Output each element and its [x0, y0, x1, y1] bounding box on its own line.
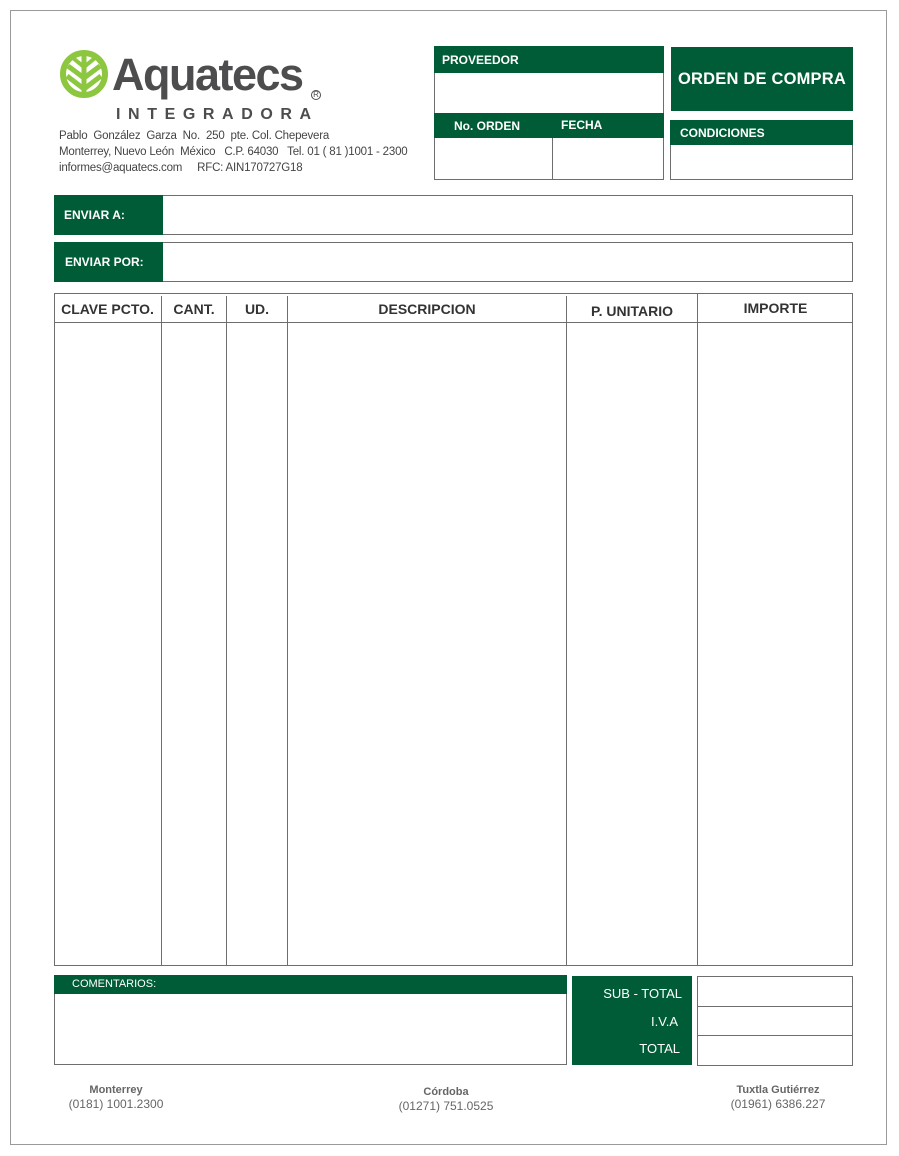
proveedor-header	[434, 46, 664, 73]
subtotal-field[interactable]	[697, 976, 853, 1007]
registered-mark-icon: R	[311, 90, 321, 100]
column-header-ud: UD.	[244, 301, 270, 317]
column-header-importe: IMPORTE	[743, 300, 808, 316]
condiciones-field[interactable]	[672, 146, 851, 179]
company-address-line3: informes@aquatecs.com RFC: AIN170727G18	[59, 162, 303, 174]
company-address-line1: Pablo González Garza No. 250 pte. Col. Chepevera	[59, 130, 330, 142]
comentarios-header	[54, 975, 567, 994]
footer-office-tuxtla	[713, 1084, 843, 1111]
condiciones-header	[670, 120, 853, 145]
company-brand: Aquatecs	[112, 49, 303, 100]
office-phone: (01271) 751.0525	[398, 1099, 494, 1113]
items-table-body[interactable]	[55, 324, 852, 964]
fecha-field[interactable]	[554, 139, 662, 179]
total-label: TOTAL	[639, 1041, 680, 1056]
enviar-a-header	[54, 195, 163, 235]
iva-label: I.V.A	[651, 1014, 678, 1029]
office-phone: (01961) 6386.227	[730, 1097, 826, 1111]
fecha-label: FECHA	[561, 118, 603, 132]
company-address-line2: Monterrey, Nuevo León México C.P. 64030 Tel. 01 ( 81 )1001 - 2300	[59, 146, 408, 158]
orden-fecha-divider	[552, 138, 553, 180]
company-subtitle: INTEGRADORA	[116, 106, 319, 123]
comentarios-label: COMENTARIOS:	[72, 978, 157, 990]
totals-labels	[572, 976, 692, 1065]
footer-office-cordoba	[386, 1086, 506, 1113]
column-header-descripcion: DESCRIPCION	[378, 301, 476, 317]
comentarios-field[interactable]	[56, 995, 565, 1064]
enviar-por-field[interactable]	[164, 243, 852, 281]
no-orden-field[interactable]	[436, 139, 551, 179]
orden-fecha-header	[434, 113, 664, 138]
total-field[interactable]	[697, 1035, 853, 1066]
column-header-p-unitario: P. UNITARIO	[591, 303, 673, 319]
enviar-por-header	[54, 242, 163, 282]
document-title: ORDEN DE COMPRA	[671, 47, 853, 111]
iva-field[interactable]	[697, 1006, 853, 1036]
office-city: Tuxtla Gutiérrez	[736, 1084, 820, 1096]
enviar-a-label: ENVIAR A:	[64, 208, 125, 222]
leaf-circle-icon	[59, 49, 109, 99]
proveedor-label: PROVEEDOR	[442, 53, 519, 67]
footer-office-monterrey	[56, 1084, 176, 1111]
proveedor-field[interactable]	[436, 74, 662, 112]
office-phone: (0181) 1001.2300	[68, 1097, 164, 1111]
column-header-cant: CANT.	[173, 301, 215, 317]
condiciones-label: CONDICIONES	[680, 126, 765, 140]
column-header-clave: CLAVE PCTO.	[61, 301, 154, 317]
enviar-a-field[interactable]	[164, 196, 852, 234]
office-city: Monterrey	[89, 1084, 143, 1096]
office-city: Córdoba	[423, 1086, 469, 1098]
subtotal-label: SUB - TOTAL	[603, 986, 682, 1001]
enviar-por-label: ENVIAR POR:	[65, 255, 144, 269]
no-orden-label: No. ORDEN	[454, 119, 520, 133]
